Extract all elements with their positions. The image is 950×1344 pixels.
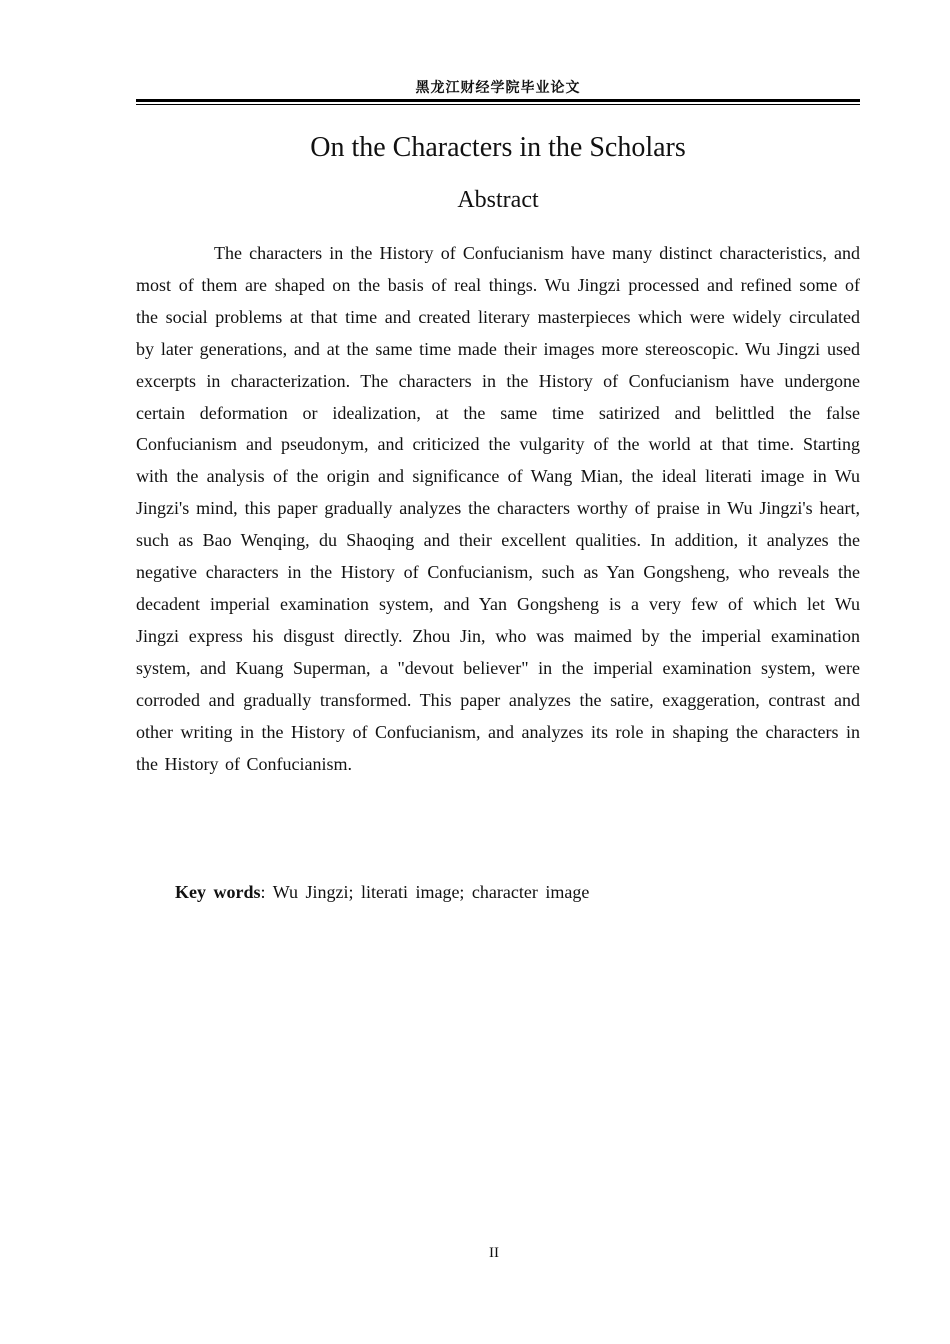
keywords-label: Key words	[175, 882, 261, 902]
header-rule-thin	[136, 104, 860, 105]
page-number: II	[489, 1245, 499, 1261]
abstract-body: The characters in the History of Confucianism have many distinct characteristics, and most of them are shaped on the basis of real things. Wu Jingzi processed and refined some of the social problems at that time and created literary masterpieces which were widely circulated by later generations, and at the same time made their images more stereoscopic. Wu Jingzi used excerpts in characterization. The characters in the History of Confucianism have undergone certain deformation or idealization, at the same time satirized and belittled the false Confucianism and pseudonym, and criticized the vulgarity of the world at that time. Starting with the analysis of the origin and significance of Wang Mian, the ideal literati image in Wu Jingzi's mind, this paper gradually analyzes the characters worthy of praise in Wu Jingzi's heart, such as Bao Wenqing, du Shaoqing and their excellent qualities. In addition, it analyzes the negative characters in the History of Confucianism, such as Yan Gongsheng, who reveals the decadent imperial examination system, and Yan Gongsheng is a very few of which let Wu Jingzi express his disgust directly. Zhou Jin, who was maimed by the imperial examination system, and Kuang Superman, a "devout believer" in the imperial examination system, were corroded and gradually transformed. This paper analyzes the satire, exaggeration, contrast and other writing in the History of Confucianism, and analyzes its role in shaping the characters in the History of Confucianism.	[136, 243, 860, 774]
page-header: 黑龙江财经学院毕业论文	[415, 80, 581, 96]
keywords-separator: :	[260, 882, 266, 902]
abstract-heading: Abstract	[457, 187, 539, 213]
header-rule-thick	[136, 99, 860, 102]
keywords-line	[175, 876, 860, 908]
keywords-text: Wu Jingzi; literati image; character image	[272, 882, 590, 902]
paper-title: On the Characters in the Scholars	[310, 132, 686, 163]
